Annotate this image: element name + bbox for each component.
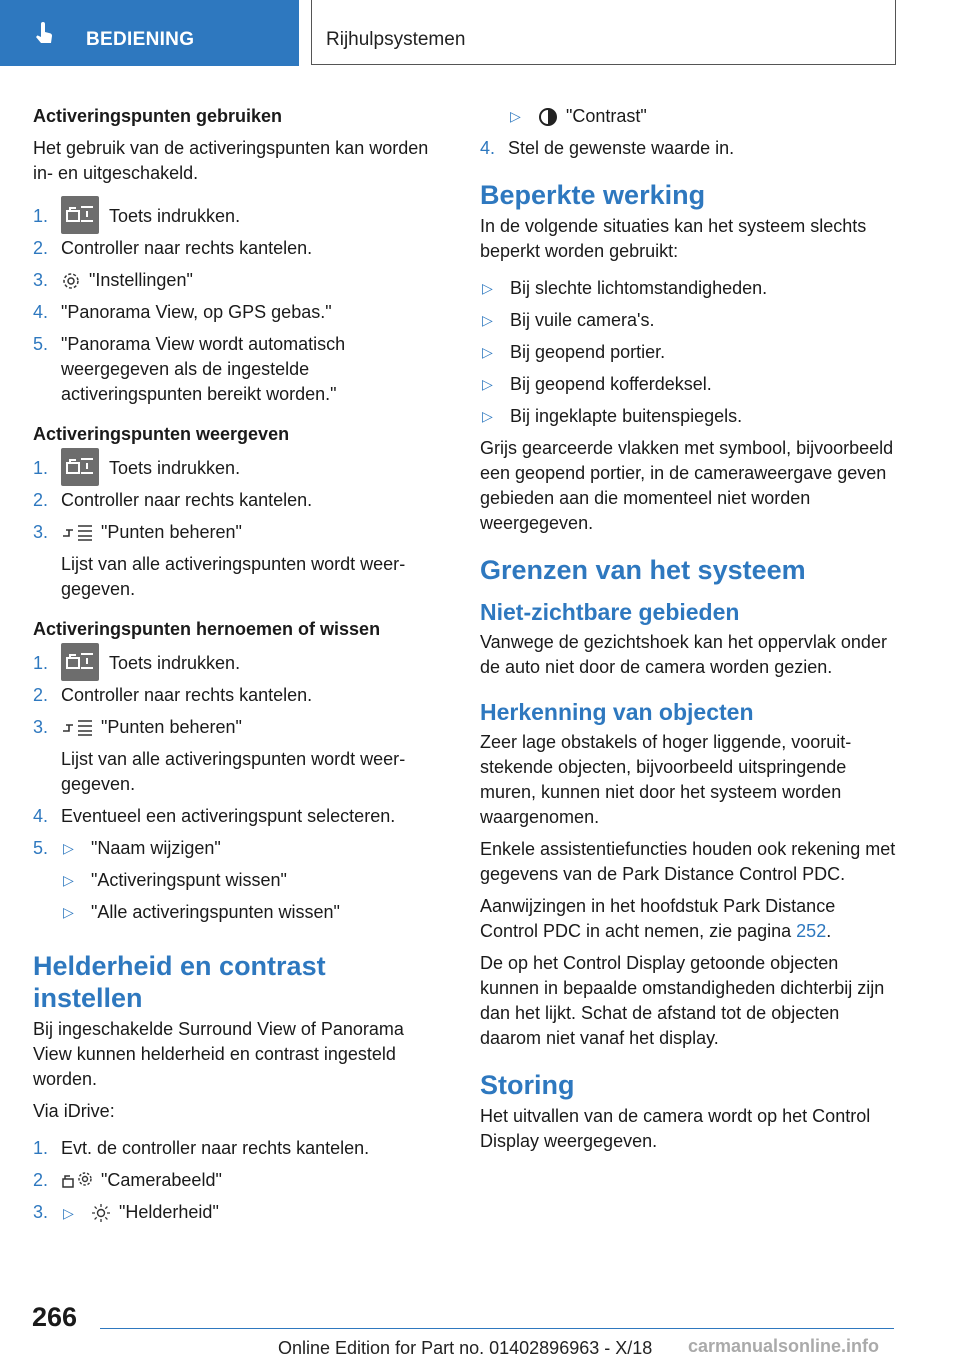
paragraph-limited: In de volgende situaties kan het systeem slechts beperkt worden gebruikt:	[480, 216, 867, 261]
list-item: 3. "Punten beheren" Lijst van alle activeringspunten wordt weergegeven.	[33, 520, 433, 602]
page-number: 266	[32, 1302, 78, 1332]
heading-show: Activeringspunten weergeven	[33, 424, 290, 444]
list-item: 1. Toets indrukken.	[33, 651, 433, 676]
points-list-icon	[61, 524, 93, 542]
chapter-title: Rijhulpsystemen	[326, 29, 466, 50]
sub-list-item: ▷ "Naam wijzigen"	[63, 838, 221, 858]
paragraph-detection-3: Aanwijzingen in het hoofdstuk Park Distance Control PDC in acht nemen, zie pagina 252.	[480, 896, 836, 941]
paragraph-use: Het gebruik van de activeringspunten kan worden in- en uitgeschakeld.	[33, 138, 429, 183]
sub-list-item: ▷ "Activeringspunt wissen"	[63, 870, 287, 890]
contrast-icon	[538, 107, 558, 127]
camera-button-icon	[61, 196, 99, 234]
list-item: 3. "Punten beheren" Lijst van alle activeringspunten wordt weergegeven.	[33, 715, 433, 797]
gear-icon	[61, 271, 81, 291]
note: Lijst van alle activeringspunten wordt weergegeven.	[61, 749, 406, 794]
heading-fault: Storing	[480, 1070, 575, 1100]
left-column	[33, 104, 433, 1233]
list-item: 1. Toets indrukken.	[33, 456, 433, 481]
section-title: BEDIENING	[86, 29, 195, 50]
watermark: carmanualsonline.info	[688, 1336, 880, 1356]
list-item: 4. "Panorama View, op GPS gebas."	[33, 302, 332, 322]
bullet-item: ▷ Bij slechte lichtomstandigheden.	[482, 278, 768, 298]
sub-list-item: ▷ "Alle activeringspunten wissen"	[63, 902, 340, 922]
heading-limited: Beperkte werking	[480, 180, 706, 210]
footer-divider	[100, 1328, 894, 1329]
list-item: 2. Controller naar rechts kantelen.	[33, 490, 313, 510]
list-item: 3. ▷ "Helderheid"	[33, 1202, 219, 1222]
right-column	[480, 104, 898, 1161]
hand-touch-icon	[32, 22, 56, 46]
paragraph-grey-areas: Grijs gearceerde vlakken met symbool, bijvoorbeeld een geopend portier, in de cameraweergave geven gebieden aan die momenteel niet worden weergegeven.	[480, 438, 894, 533]
camera-button-icon	[61, 643, 99, 681]
heading-rename: Activeringspunten hernoemen of wissen	[33, 619, 381, 639]
heading-limits: Grenzen van het systeem	[480, 555, 806, 585]
bullet-item: ▷ Bij geopend portier.	[482, 342, 666, 362]
list-item: 2. "Camerabeeld"	[33, 1170, 222, 1190]
list-item: 5. "Panorama View wordt automatisch weergegeven als de ingestelde activeringspunten bereikt worden."	[33, 334, 346, 404]
page-link[interactable]: 252	[796, 921, 827, 941]
list-item: 1. Evt. de controller naar rechts kantelen.	[33, 1138, 370, 1158]
note: Lijst van alle activeringspunten wordt weergegeven.	[61, 554, 406, 599]
points-list-icon	[61, 719, 93, 737]
sub-list-item: ▷ "Contrast"	[510, 106, 647, 126]
list-item: 2. Controller naar rechts kantelen.	[33, 685, 313, 705]
paragraph-detection-4: De op het Control Display getoonde objecten kunnen in bepaalde omstandigheden dichterbij zijn dan het lijkt. Schat de afstand tot de objecten daarom niet vanaf het display.	[480, 953, 885, 1048]
paragraph-fault: Het uitvallen van de camera wordt op het Control Display weergegeven.	[480, 1106, 871, 1151]
list-item: 4. Stel de gewenste waarde in.	[480, 138, 735, 158]
heading-use: Activeringspunten gebruiken	[33, 106, 283, 126]
chapter-header	[311, 0, 896, 65]
list-item: 3. "Instellingen"	[33, 270, 193, 290]
camera-button-icon	[61, 448, 99, 486]
heading-brightness: Helderheid en contrast instellen	[33, 951, 326, 1013]
paragraph-detection-2: Enkele assistentiefuncties houden ook rekening met gegevens van de Park Distance Control PDC.	[480, 839, 896, 884]
list-item: 1. Toets indrukken.	[33, 204, 433, 229]
bullet-item: ▷ Bij ingeklapte buitenspiegels.	[482, 406, 743, 426]
list-item: 4. Eventueel een activeringspunt selecteren.	[33, 806, 396, 826]
list-item: 2. Controller naar rechts kantelen.	[33, 238, 313, 258]
list-item: 5. ▷ "Naam wijzigen" ▷ "Activeringspunt wissen" ▷ "Alle activeringspunten wissen"	[33, 836, 433, 932]
heading-detection: Herkenning van objecten	[480, 699, 754, 725]
camera-settings-icon	[61, 1171, 93, 1191]
paragraph-invisible: Vanwege de gezichtshoek kan het oppervlak onder de auto niet door de camera worden gezien.	[480, 632, 887, 677]
paragraph-brightness: Bij ingeschakelde Surround View of Panorama View kunnen helderheid en contrast ingesteld worden.	[33, 1019, 404, 1089]
edition-text: Online Edition for Part no. 01402896963 - X/18	[278, 1338, 653, 1358]
brightness-sun-icon	[91, 1203, 111, 1223]
bullet-item: ▷ Bij vuile camera's.	[482, 310, 655, 330]
section-tab	[0, 0, 299, 66]
bullet-item: ▷ Bij geopend kofferdeksel.	[482, 374, 712, 394]
paragraph-detection-1: Zeer lage obstakels of hoger liggende, vooruitstekende objecten, bijvoorbeeld uitspringende muren, kunnen niet door het systeem worden waargenomen.	[480, 732, 852, 827]
via-idrive: Via iDrive:	[33, 1101, 115, 1121]
heading-invisible: Niet-zichtbare gebieden	[480, 599, 740, 625]
